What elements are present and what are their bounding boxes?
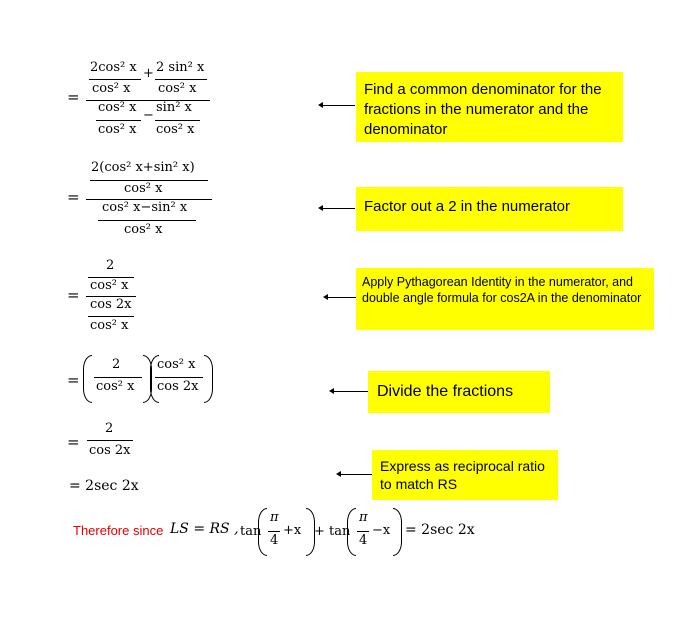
fraction-bar	[96, 120, 141, 121]
fraction-bar	[268, 531, 280, 532]
minus-x: −x	[372, 523, 391, 538]
operator: +	[143, 66, 154, 81]
conclusion-prefix: Therefore since	[73, 523, 164, 538]
fraction-bar	[357, 531, 369, 532]
fraction-bar	[89, 79, 141, 80]
conclusion-result: = 2sec 2x	[405, 522, 475, 538]
fraction-bar	[88, 316, 134, 317]
arrow-icon	[340, 474, 372, 475]
arrow-icon	[322, 105, 355, 106]
fraction-numerator: cos² x	[98, 100, 137, 115]
denominator-four: 4	[359, 533, 368, 548]
equals-sign: =	[67, 433, 80, 451]
annotation-divide-fractions: Divide the fractions	[368, 371, 550, 413]
annotation-common-denominator: Find a common denominator for the fractions in the numerator and the denominator	[356, 72, 623, 142]
fraction-denominator: cos² x	[96, 379, 135, 394]
equals-sign: =	[67, 371, 80, 389]
fraction-denominator: cos 2x	[89, 443, 131, 458]
fraction-denominator: cos² x	[158, 81, 197, 96]
fraction-bar	[155, 377, 203, 378]
left-paren	[83, 355, 92, 403]
denominator-four: 4	[270, 533, 279, 548]
arrow-icon	[322, 208, 355, 209]
plus-x: +x	[283, 523, 302, 538]
operator: −	[143, 108, 154, 123]
fraction-denominator: cos² x	[124, 222, 163, 237]
right-paren	[204, 355, 213, 403]
equals-sign: =	[67, 88, 80, 106]
arrow-icon	[333, 391, 368, 392]
pi-symbol: π	[270, 510, 279, 525]
fraction-bar	[98, 220, 196, 221]
fraction-denominator: cos² x	[90, 278, 129, 293]
fraction-numerator: 2	[105, 421, 114, 436]
fraction-bar	[94, 377, 142, 378]
fraction-denominator: cos² x	[92, 81, 131, 96]
equals-sign: =	[67, 188, 80, 206]
left-paren	[258, 508, 267, 556]
left-paren	[347, 508, 356, 556]
fraction-numerator: 2	[106, 258, 115, 273]
fraction-numerator: 2cos² x	[90, 60, 137, 75]
annotation-pythagorean: Apply Pythagorean Identity in the numerator, and double angle formula for cos2A in the denominator	[356, 268, 654, 330]
annotation-reciprocal: Express as reciprocal ratio to match RS	[372, 450, 558, 500]
fraction-numerator: sin² x	[156, 100, 192, 115]
fraction-denominator: cos² x	[124, 181, 163, 196]
fraction-numerator: cos 2x	[90, 297, 132, 312]
fraction-numerator: 2	[112, 357, 121, 372]
fraction-denominator: cos² x	[90, 318, 129, 333]
fraction-numerator: cos² x	[157, 357, 196, 372]
right-paren	[393, 508, 402, 556]
arrow-icon	[327, 297, 356, 298]
pi-symbol: π	[359, 510, 368, 525]
equals-sign: =	[67, 286, 80, 304]
fraction-denominator: cos² x	[156, 122, 195, 137]
fraction-denominator: cos 2x	[157, 379, 199, 394]
fraction-bar	[155, 120, 200, 121]
fraction-denominator: cos² x	[98, 122, 137, 137]
fraction-numerator: 2(cos² x+sin² x)	[91, 160, 195, 175]
fraction-bar	[87, 440, 133, 441]
fraction-bar	[155, 79, 207, 80]
tan-label: tan	[240, 524, 262, 539]
fraction-numerator: 2 sin² x	[156, 60, 205, 75]
ls-equals-rs: LS = RS ,	[170, 521, 239, 537]
step-6-expression: = 2sec 2x	[69, 478, 139, 494]
fraction-numerator: cos² x−sin² x	[102, 200, 188, 215]
plus-tan: + tan	[314, 524, 351, 539]
annotation-factor-out: Factor out a 2 in the numerator	[356, 187, 623, 231]
